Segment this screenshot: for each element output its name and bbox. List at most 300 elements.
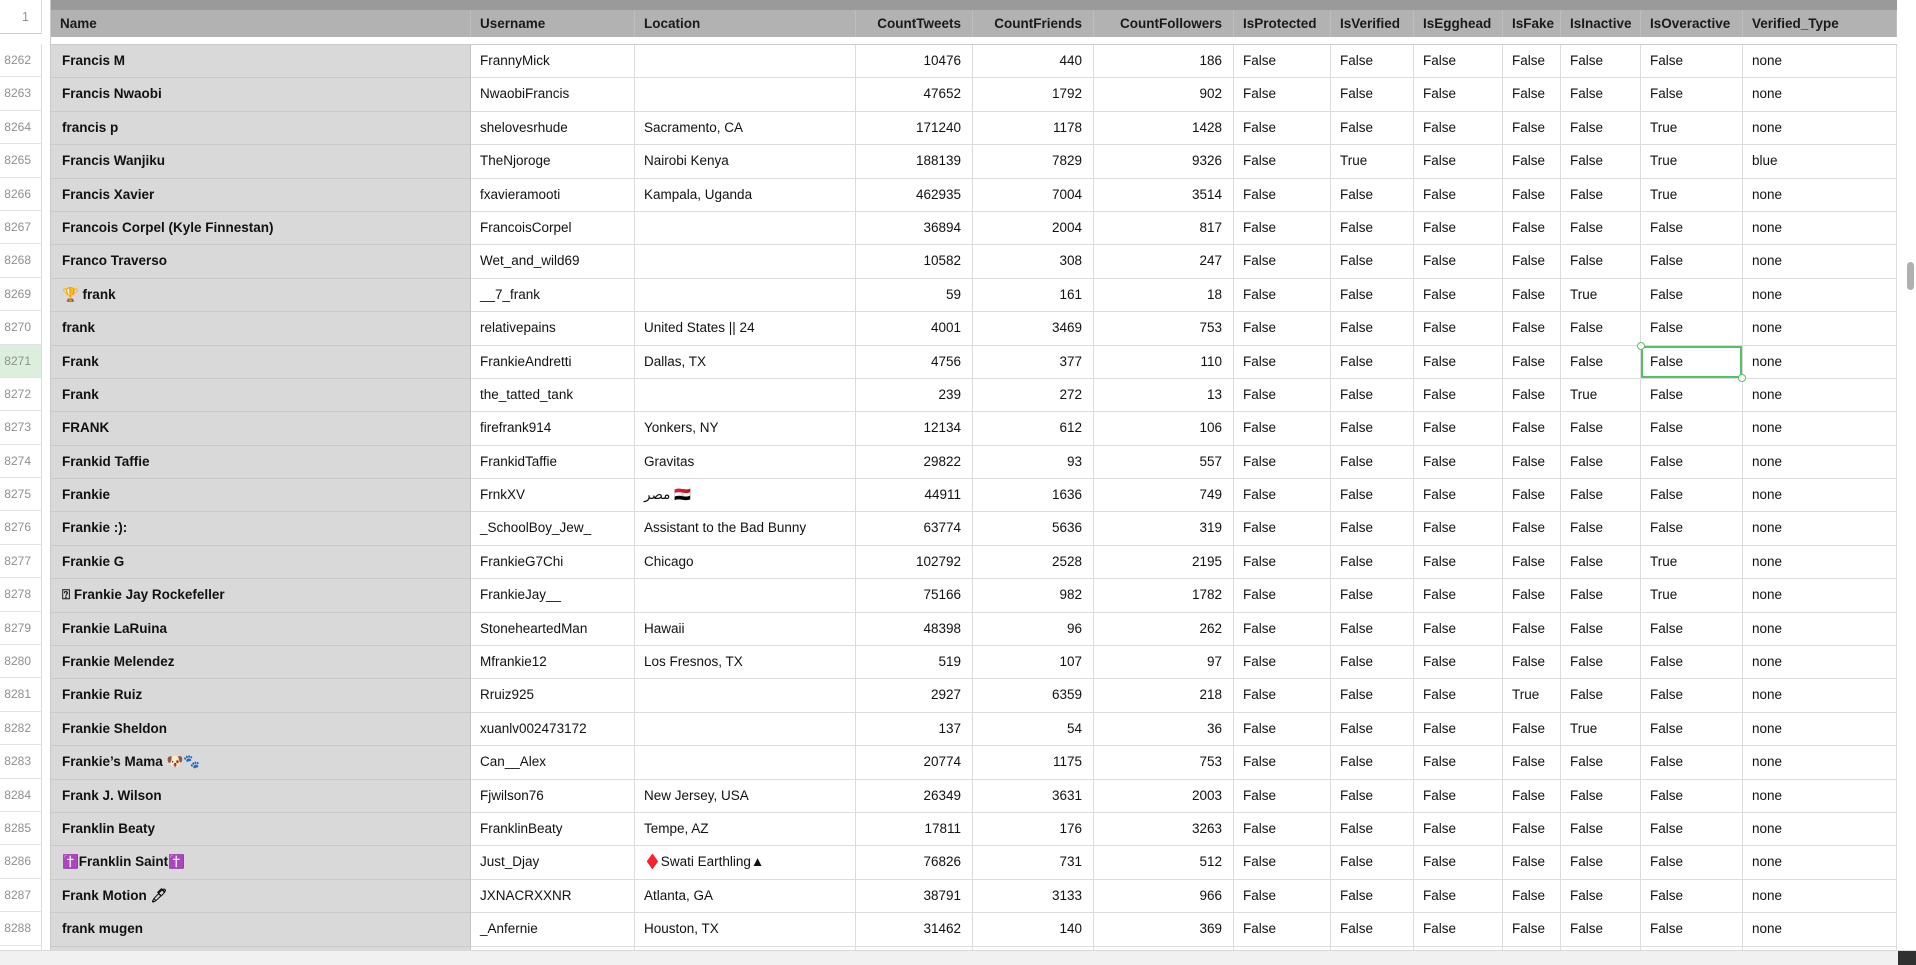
cell-count_followers[interactable]: 262 <box>1094 613 1234 646</box>
cell-count_followers[interactable]: 9326 <box>1094 145 1234 178</box>
cell-is_verified[interactable]: False <box>1331 546 1414 579</box>
cell-is_egghead[interactable]: False <box>1414 245 1503 278</box>
cell-is_inactive[interactable]: False <box>1561 880 1641 913</box>
selection-handle[interactable] <box>1738 374 1746 382</box>
cell-is_egghead[interactable]: False <box>1414 479 1503 512</box>
cell-is_fake[interactable]: False <box>1503 78 1561 111</box>
cell-is_inactive[interactable]: False <box>1561 813 1641 846</box>
cell-location[interactable] <box>635 279 856 312</box>
cell-is_verified[interactable]: False <box>1331 713 1414 746</box>
cell-name[interactable]: Francis M <box>51 45 471 78</box>
cell-count_followers[interactable]: 106 <box>1094 412 1234 445</box>
cell-is_inactive[interactable]: False <box>1561 746 1641 779</box>
selection-handle[interactable] <box>1637 342 1645 350</box>
cell-is_fake[interactable]: False <box>1503 813 1561 846</box>
cell-location[interactable] <box>635 78 856 111</box>
cell-count_friends[interactable]: 93 <box>973 446 1094 479</box>
cell-is_protected[interactable]: False <box>1234 279 1331 312</box>
cell-count_friends[interactable]: 6359 <box>973 679 1094 712</box>
cell-is_verified[interactable]: False <box>1331 479 1414 512</box>
cell-is_inactive[interactable]: False <box>1561 579 1641 612</box>
cell-is_verified[interactable]: False <box>1331 379 1414 412</box>
cell-count_tweets[interactable]: 519 <box>856 646 973 679</box>
cell-is_fake[interactable]: False <box>1503 846 1561 879</box>
cell-is_egghead[interactable]: False <box>1414 346 1503 379</box>
cell-name[interactable]: ✝️Franklin Saint✝️ <box>51 846 471 879</box>
cell-count_tweets[interactable]: 59 <box>856 279 973 312</box>
cell-location[interactable] <box>635 579 856 612</box>
cell-count_tweets[interactable]: 26349 <box>856 780 973 813</box>
cell-is_inactive[interactable]: False <box>1561 179 1641 212</box>
cell-is_protected[interactable]: False <box>1234 813 1331 846</box>
cell-is_overactive[interactable]: False <box>1641 679 1743 712</box>
row-number[interactable]: 8279 <box>0 612 42 645</box>
cell-is_overactive[interactable]: True <box>1641 112 1743 145</box>
cell-is_fake[interactable]: False <box>1503 412 1561 445</box>
row-number[interactable]: 8284 <box>0 779 42 812</box>
cell-is_egghead[interactable]: False <box>1414 613 1503 646</box>
cell-name[interactable]: Franklin Beaty <box>51 813 471 846</box>
cell-count_friends[interactable]: 176 <box>973 813 1094 846</box>
cell-count_tweets[interactable]: 38791 <box>856 880 973 913</box>
cell-is_overactive[interactable]: False <box>1641 846 1743 879</box>
cell-is_overactive[interactable]: False <box>1641 479 1743 512</box>
cell-is_overactive[interactable]: False <box>1641 446 1743 479</box>
cell-count_friends[interactable]: 2004 <box>973 212 1094 245</box>
cell-username[interactable]: Mfrankie12 <box>471 646 635 679</box>
cell-is_protected[interactable]: False <box>1234 913 1331 946</box>
cell-count_tweets[interactable]: 31462 <box>856 913 973 946</box>
cell-count_tweets[interactable]: 2927 <box>856 679 973 712</box>
cell-is_verified[interactable]: False <box>1331 412 1414 445</box>
cell-verified_type[interactable]: none <box>1743 112 1897 145</box>
cell-verified_type[interactable]: none <box>1743 746 1897 779</box>
cell-is_overactive[interactable]: False <box>1641 646 1743 679</box>
cell-verified_type[interactable]: none <box>1743 245 1897 278</box>
cell-is_protected[interactable]: False <box>1234 78 1331 111</box>
cell-count_followers[interactable]: 557 <box>1094 446 1234 479</box>
cell-is_egghead[interactable]: False <box>1414 179 1503 212</box>
cell-count_friends[interactable]: 272 <box>973 379 1094 412</box>
cell-count_friends[interactable]: 140 <box>973 913 1094 946</box>
cell-is_overactive[interactable]: False <box>1641 713 1743 746</box>
cell-is_inactive[interactable]: False <box>1561 512 1641 545</box>
cell-count_tweets[interactable]: 12134 <box>856 412 973 445</box>
cell-is_fake[interactable]: False <box>1503 279 1561 312</box>
cell-name[interactable]: Franco Traverso <box>51 245 471 278</box>
cell-is_egghead[interactable]: False <box>1414 279 1503 312</box>
cell-count_friends[interactable]: 1175 <box>973 746 1094 779</box>
cell-username[interactable]: shelovesrhude <box>471 112 635 145</box>
cell-count_followers[interactable]: 749 <box>1094 479 1234 512</box>
cell-username[interactable]: Just_Djay <box>471 846 635 879</box>
cell-count_followers[interactable]: 512 <box>1094 846 1234 879</box>
cell-location[interactable]: Assistant to the Bad Bunny <box>635 512 856 545</box>
cell-location[interactable] <box>635 679 856 712</box>
cell-is_verified[interactable]: False <box>1331 679 1414 712</box>
cell-count_tweets[interactable]: 20774 <box>856 746 973 779</box>
cell-name[interactable]: francis p <box>51 112 471 145</box>
cell-count_friends[interactable]: 440 <box>973 45 1094 78</box>
cell-count_followers[interactable]: 3263 <box>1094 813 1234 846</box>
cell-is_inactive[interactable]: True <box>1561 379 1641 412</box>
cell-location[interactable]: Nairobi Kenya <box>635 145 856 178</box>
cell-is_verified[interactable]: False <box>1331 780 1414 813</box>
cell-count_tweets[interactable]: 36894 <box>856 212 973 245</box>
cell-is_verified[interactable]: False <box>1331 179 1414 212</box>
cell-count_followers[interactable]: 97 <box>1094 646 1234 679</box>
cell-is_verified[interactable]: False <box>1331 846 1414 879</box>
cell-location[interactable]: New Jersey, USA <box>635 780 856 813</box>
cell-username[interactable]: FrankieG7Chi <box>471 546 635 579</box>
cell-verified_type[interactable]: none <box>1743 346 1897 379</box>
cell-verified_type[interactable]: none <box>1743 512 1897 545</box>
cell-username[interactable]: Wet_and_wild69 <box>471 245 635 278</box>
cell-is_overactive[interactable]: False <box>1641 512 1743 545</box>
row-number[interactable]: 8263 <box>0 77 42 110</box>
cell-username[interactable]: Can__Alex <box>471 746 635 779</box>
cell-is_protected[interactable]: False <box>1234 579 1331 612</box>
cell-is_overactive[interactable]: False <box>1641 880 1743 913</box>
cell-is_egghead[interactable]: False <box>1414 579 1503 612</box>
cell-is_inactive[interactable]: False <box>1561 446 1641 479</box>
cell-is_protected[interactable]: False <box>1234 780 1331 813</box>
cell-is_verified[interactable]: False <box>1331 212 1414 245</box>
cell-is_protected[interactable]: False <box>1234 212 1331 245</box>
cell-is_fake[interactable]: False <box>1503 446 1561 479</box>
vertical-scrollbar-thumb[interactable] <box>1907 262 1914 290</box>
cell-count_followers[interactable]: 369 <box>1094 913 1234 946</box>
cell-name[interactable]: Frank J. Wilson <box>51 780 471 813</box>
cell-is_egghead[interactable]: False <box>1414 45 1503 78</box>
cell-count_friends[interactable]: 2528 <box>973 546 1094 579</box>
cell-name[interactable]: Frankie Melendez <box>51 646 471 679</box>
cell-is_fake[interactable]: False <box>1503 713 1561 746</box>
cell-verified_type[interactable]: none <box>1743 479 1897 512</box>
cell-is_fake[interactable]: False <box>1503 179 1561 212</box>
column-header-is_verified[interactable]: IsVerified <box>1331 10 1414 37</box>
cell-is_verified[interactable]: False <box>1331 913 1414 946</box>
cell-username[interactable]: Rruiz925 <box>471 679 635 712</box>
cell-is_overactive[interactable]: False <box>1641 346 1743 379</box>
cell-name[interactable]: Francis Xavier <box>51 179 471 212</box>
cell-count_followers[interactable]: 817 <box>1094 212 1234 245</box>
cell-username[interactable]: fxavieramooti <box>471 179 635 212</box>
cell-is_egghead[interactable]: False <box>1414 880 1503 913</box>
cell-is_verified[interactable]: False <box>1331 880 1414 913</box>
cell-name[interactable]: frank <box>51 312 471 345</box>
cell-location[interactable] <box>635 713 856 746</box>
cell-username[interactable]: Fjwilson76 <box>471 780 635 813</box>
cell-username[interactable]: the_tatted_tank <box>471 379 635 412</box>
cell-count_friends[interactable]: 161 <box>973 279 1094 312</box>
cell-is_fake[interactable]: False <box>1503 346 1561 379</box>
cell-count_followers[interactable]: 966 <box>1094 880 1234 913</box>
row-number[interactable]: 8271 <box>0 345 42 378</box>
cell-count_friends[interactable]: 107 <box>973 646 1094 679</box>
cell-name[interactable]: Frank <box>51 379 471 412</box>
cell-verified_type[interactable]: none <box>1743 312 1897 345</box>
row-number[interactable]: 8285 <box>0 812 42 845</box>
cell-username[interactable]: FrancoisCorpel <box>471 212 635 245</box>
cell-is_protected[interactable]: False <box>1234 145 1331 178</box>
cell-count_followers[interactable]: 2003 <box>1094 780 1234 813</box>
cell-verified_type[interactable]: none <box>1743 913 1897 946</box>
cell-count_followers[interactable]: 247 <box>1094 245 1234 278</box>
cell-is_verified[interactable]: True <box>1331 145 1414 178</box>
cell-is_verified[interactable]: False <box>1331 279 1414 312</box>
cell-is_protected[interactable]: False <box>1234 446 1331 479</box>
cell-is_egghead[interactable]: False <box>1414 112 1503 145</box>
column-header-count_followers[interactable]: CountFollowers <box>1094 10 1234 37</box>
cell-verified_type[interactable]: none <box>1743 679 1897 712</box>
cell-verified_type[interactable]: blue <box>1743 145 1897 178</box>
cell-verified_type[interactable]: none <box>1743 813 1897 846</box>
cell-is_egghead[interactable]: False <box>1414 145 1503 178</box>
cell-is_verified[interactable]: False <box>1331 312 1414 345</box>
cell-count_friends[interactable]: 377 <box>973 346 1094 379</box>
cell-is_inactive[interactable]: False <box>1561 245 1641 278</box>
cell-is_egghead[interactable]: False <box>1414 78 1503 111</box>
cell-count_tweets[interactable]: 4001 <box>856 312 973 345</box>
cell-is_inactive[interactable]: False <box>1561 212 1641 245</box>
cell-name[interactable]: Frankie’s Mama 🐶🐾 <box>51 746 471 779</box>
cell-is_protected[interactable]: False <box>1234 512 1331 545</box>
column-header-name[interactable]: Name <box>51 10 471 37</box>
cell-count_followers[interactable]: 1782 <box>1094 579 1234 612</box>
row-number[interactable]: 8277 <box>0 545 42 578</box>
cell-name[interactable]: Francois Corpel (Kyle Finnestan) <box>51 212 471 245</box>
cell-count_followers[interactable]: 753 <box>1094 746 1234 779</box>
cell-is_protected[interactable]: False <box>1234 379 1331 412</box>
column-header-is_egghead[interactable]: IsEgghead <box>1414 10 1503 37</box>
cell-location[interactable]: United States || 24 <box>635 312 856 345</box>
cell-location[interactable]: Los Fresnos, TX <box>635 646 856 679</box>
cell-verified_type[interactable]: none <box>1743 780 1897 813</box>
cell-username[interactable]: TheNjoroge <box>471 145 635 178</box>
cell-name[interactable]: Francis Nwaobi <box>51 78 471 111</box>
cell-count_followers[interactable]: 13 <box>1094 379 1234 412</box>
cell-is_verified[interactable]: False <box>1331 746 1414 779</box>
cell-is_verified[interactable]: False <box>1331 78 1414 111</box>
row-number[interactable]: 8286 <box>0 845 42 878</box>
cell-is_fake[interactable]: False <box>1503 746 1561 779</box>
cell-location[interactable]: Chicago <box>635 546 856 579</box>
row-number[interactable]: 8287 <box>0 879 42 912</box>
cell-verified_type[interactable]: none <box>1743 613 1897 646</box>
cell-count_friends[interactable]: 5636 <box>973 512 1094 545</box>
cell-is_overactive[interactable]: False <box>1641 279 1743 312</box>
cell-count_friends[interactable]: 612 <box>973 412 1094 445</box>
cell-count_tweets[interactable]: 239 <box>856 379 973 412</box>
cell-name[interactable]: Frankie <box>51 479 471 512</box>
cell-name[interactable]: ⍰ Frankie Jay Rockefeller <box>51 579 471 612</box>
cell-verified_type[interactable]: none <box>1743 713 1897 746</box>
cell-is_fake[interactable]: False <box>1503 45 1561 78</box>
cell-verified_type[interactable]: none <box>1743 546 1897 579</box>
cell-is_verified[interactable]: False <box>1331 112 1414 145</box>
cell-is_inactive[interactable]: False <box>1561 312 1641 345</box>
row-number[interactable]: 8273 <box>0 411 42 444</box>
cell-name[interactable]: Frankie Ruiz <box>51 679 471 712</box>
cell-is_inactive[interactable]: False <box>1561 145 1641 178</box>
cell-location[interactable] <box>635 245 856 278</box>
cell-count_tweets[interactable]: 44911 <box>856 479 973 512</box>
cell-is_egghead[interactable]: False <box>1414 312 1503 345</box>
cell-is_protected[interactable]: False <box>1234 245 1331 278</box>
cell-is_overactive[interactable]: False <box>1641 746 1743 779</box>
cell-verified_type[interactable]: none <box>1743 412 1897 445</box>
cell-is_inactive[interactable]: False <box>1561 479 1641 512</box>
cell-is_fake[interactable]: False <box>1503 546 1561 579</box>
cell-is_inactive[interactable]: False <box>1561 613 1641 646</box>
cell-count_friends[interactable]: 1636 <box>973 479 1094 512</box>
column-header-count_tweets[interactable]: CountTweets <box>856 10 973 37</box>
cell-verified_type[interactable]: none <box>1743 880 1897 913</box>
row-number[interactable]: 8264 <box>0 111 42 144</box>
cell-is_fake[interactable]: False <box>1503 212 1561 245</box>
cell-location[interactable]: Dallas, TX <box>635 346 856 379</box>
cell-name[interactable]: Frankie :): <box>51 512 471 545</box>
cell-is_fake[interactable]: False <box>1503 579 1561 612</box>
cell-is_inactive[interactable]: False <box>1561 913 1641 946</box>
cell-count_followers[interactable]: 753 <box>1094 312 1234 345</box>
column-header-verified_type[interactable]: Verified_Type <box>1743 10 1897 37</box>
cell-is_protected[interactable]: False <box>1234 746 1331 779</box>
cell-is_fake[interactable]: False <box>1503 880 1561 913</box>
cell-is_protected[interactable]: False <box>1234 112 1331 145</box>
cell-username[interactable]: FrnkXV <box>471 479 635 512</box>
cell-is_fake[interactable]: False <box>1503 780 1561 813</box>
cell-location[interactable] <box>635 45 856 78</box>
cell-is_fake[interactable]: False <box>1503 613 1561 646</box>
row-number[interactable]: 8288 <box>0 912 42 945</box>
cell-count_friends[interactable]: 1178 <box>973 112 1094 145</box>
cell-count_friends[interactable]: 3631 <box>973 780 1094 813</box>
cell-is_inactive[interactable]: False <box>1561 346 1641 379</box>
cell-is_egghead[interactable]: False <box>1414 713 1503 746</box>
cell-count_friends[interactable]: 96 <box>973 613 1094 646</box>
cell-name[interactable]: FRANK <box>51 412 471 445</box>
cell-is_fake[interactable]: False <box>1503 312 1561 345</box>
cell-is_egghead[interactable]: False <box>1414 379 1503 412</box>
cell-name[interactable]: Frankid Taffie <box>51 446 471 479</box>
cell-is_fake[interactable]: False <box>1503 145 1561 178</box>
cell-is_protected[interactable]: False <box>1234 613 1331 646</box>
cell-verified_type[interactable]: none <box>1743 379 1897 412</box>
cell-is_overactive[interactable]: True <box>1641 145 1743 178</box>
cell-is_inactive[interactable]: False <box>1561 846 1641 879</box>
cell-is_protected[interactable]: False <box>1234 179 1331 212</box>
cell-is_fake[interactable]: False <box>1503 913 1561 946</box>
cell-location[interactable]: Atlanta, GA <box>635 880 856 913</box>
cell-is_egghead[interactable]: False <box>1414 679 1503 712</box>
cell-is_fake[interactable]: False <box>1503 245 1561 278</box>
cell-is_protected[interactable]: False <box>1234 479 1331 512</box>
cell-verified_type[interactable]: none <box>1743 579 1897 612</box>
cell-name[interactable]: frank mugen <box>51 913 471 946</box>
column-header-location[interactable]: Location <box>635 10 856 37</box>
cell-count_tweets[interactable]: 10582 <box>856 245 973 278</box>
cell-username[interactable]: FrankieJay__ <box>471 579 635 612</box>
cell-is_overactive[interactable]: True <box>1641 579 1743 612</box>
cell-is_inactive[interactable]: False <box>1561 780 1641 813</box>
cell-name[interactable]: Frankie G <box>51 546 471 579</box>
cell-location[interactable]: Gravitas <box>635 446 856 479</box>
row-number[interactable]: 8267 <box>0 211 42 244</box>
cell-verified_type[interactable]: none <box>1743 45 1897 78</box>
row-number[interactable]: 8281 <box>0 678 42 711</box>
row-number[interactable]: 8266 <box>0 178 42 211</box>
cell-username[interactable]: FranklinBeaty <box>471 813 635 846</box>
cell-verified_type[interactable]: none <box>1743 179 1897 212</box>
cell-is_verified[interactable]: False <box>1331 646 1414 679</box>
row-number[interactable]: 8272 <box>0 378 42 411</box>
cell-is_egghead[interactable]: False <box>1414 646 1503 679</box>
cell-location[interactable]: مصر 🇪🇬 <box>635 479 856 512</box>
column-header-is_inactive[interactable]: IsInactive <box>1561 10 1641 37</box>
cell-is_inactive[interactable]: False <box>1561 112 1641 145</box>
cell-username[interactable]: JXNACRXXNR <box>471 880 635 913</box>
cell-verified_type[interactable]: none <box>1743 646 1897 679</box>
cell-is_verified[interactable]: False <box>1331 512 1414 545</box>
row-number[interactable]: 8275 <box>0 478 42 511</box>
cell-count_friends[interactable]: 308 <box>973 245 1094 278</box>
cell-is_verified[interactable]: False <box>1331 579 1414 612</box>
cell-is_protected[interactable]: False <box>1234 880 1331 913</box>
cell-name[interactable]: Frank <box>51 346 471 379</box>
cell-count_followers[interactable]: 902 <box>1094 78 1234 111</box>
cell-location[interactable]: Sacramento, CA <box>635 112 856 145</box>
cell-is_verified[interactable]: False <box>1331 245 1414 278</box>
cell-count_tweets[interactable]: 171240 <box>856 112 973 145</box>
cell-count_tweets[interactable]: 188139 <box>856 145 973 178</box>
column-header-username[interactable]: Username <box>471 10 635 37</box>
cell-is_egghead[interactable]: False <box>1414 546 1503 579</box>
cell-is_verified[interactable]: False <box>1331 446 1414 479</box>
cell-is_overactive[interactable]: True <box>1641 546 1743 579</box>
row-number[interactable]: 8276 <box>0 511 42 544</box>
column-header-is_fake[interactable]: IsFake <box>1503 10 1561 37</box>
cell-is_inactive[interactable]: False <box>1561 45 1641 78</box>
cell-username[interactable]: firefrank914 <box>471 412 635 445</box>
cell-is_overactive[interactable]: False <box>1641 780 1743 813</box>
cell-is_verified[interactable]: False <box>1331 346 1414 379</box>
cell-count_followers[interactable]: 18 <box>1094 279 1234 312</box>
cell-is_inactive[interactable]: False <box>1561 78 1641 111</box>
cell-is_overactive[interactable]: False <box>1641 45 1743 78</box>
cell-count_followers[interactable]: 1428 <box>1094 112 1234 145</box>
cell-verified_type[interactable]: none <box>1743 78 1897 111</box>
cell-is_protected[interactable]: False <box>1234 546 1331 579</box>
cell-is_protected[interactable]: False <box>1234 846 1331 879</box>
cell-is_inactive[interactable]: False <box>1561 546 1641 579</box>
cell-is_egghead[interactable]: False <box>1414 746 1503 779</box>
cell-is_overactive[interactable]: False <box>1641 312 1743 345</box>
cell-verified_type[interactable]: none <box>1743 846 1897 879</box>
cell-verified_type[interactable]: none <box>1743 446 1897 479</box>
row-number[interactable]: 8270 <box>0 311 42 344</box>
cell-is_egghead[interactable]: False <box>1414 512 1503 545</box>
cell-is_overactive[interactable]: False <box>1641 813 1743 846</box>
row-number[interactable]: 8268 <box>0 244 42 277</box>
cell-count_friends[interactable]: 982 <box>973 579 1094 612</box>
cell-verified_type[interactable]: none <box>1743 212 1897 245</box>
cell-is_inactive[interactable]: True <box>1561 279 1641 312</box>
cell-is_fake[interactable]: False <box>1503 646 1561 679</box>
cell-name[interactable]: Frankie Sheldon <box>51 713 471 746</box>
cell-count_tweets[interactable]: 76826 <box>856 846 973 879</box>
